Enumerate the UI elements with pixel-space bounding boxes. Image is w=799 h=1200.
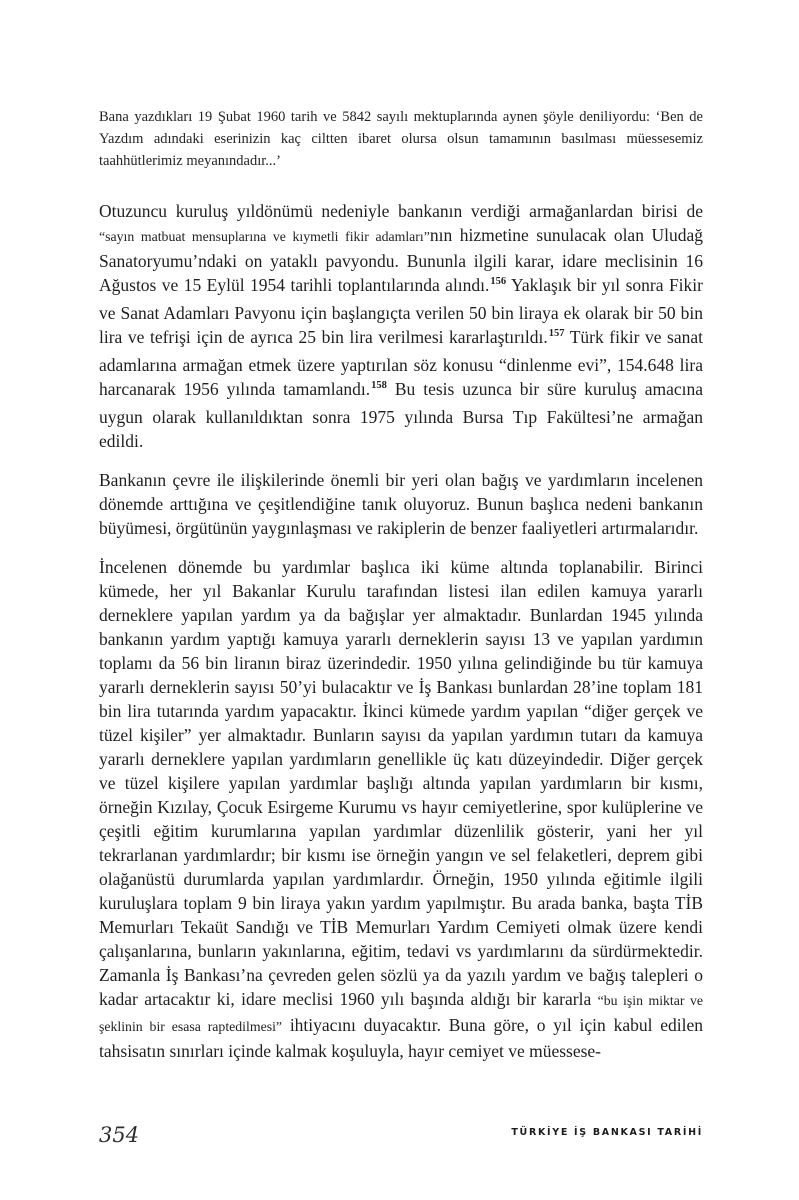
text-segment: İncelenen dönemde bu yardımlar başlıca iki küme altında toplanabilir. Birinci kümede, her yıl Bakanlar Kurulu tarafından listesi ilan edilen kamuya yararlı derneklere yapılan yardım ya da bağışlar yer almaktadır. Bunlardan 1945 yılında bankanın yardım yaptığı kamuya yararlı derneklerin sayısı 13 ve yapılan yardımın toplamı da 56 bin liranın biraz üzerindedir. 1950 yılına gelindiğinde bu tür kamuya yararlı derneklerin sayısı 50’yi bulacaktır ve İş Bankası bunlardan 28’ine toplam 181 bin lira tutarında yardım yapacaktır. İkinci kümede yardım yapılan “diğer gerçek ve tüzel kişiler” yer almaktadır. Bunların sayısı da yapılan yardımın tutarı da kamuya yararlı derneklere yapılan yardımların genellikle üç katı düzeyindedir. Diğer gerçek ve tüzel kişilere yapılan yardımlar başlığı altında yapılan yardımların bir kısmı, örneğin Kızılay, Çocuk Esirgeme Kurumu vs hayır cemiyetlerine, spor kulüplerine ve çeşitli eğitim kurumlarına yapılan yardımlar düzenlilik gösterir, yani her yıl tekrarlanan yardımlardır; bir kısmı ise örneğin yangın ve sel felaketleri, deprem gibi olağanüstü durumlarda yapılan yardımlardır. Örneğin, 1950 yılında eğitimle ilgili kuruluşlara toplam 9 bin liraya yakın yardım yapılmıştır. Bu arada banka, başta TİB Memurları Tekaüt Sandığı ve TİB Memurları Yardım Cemiyeti olmak üzere kendi çalışanlarına, bunların yakınlarına, eğitim, tedavi vs yardımlarını da sürdürmektedir. Zamanla İş Bankası’na çevreden gelen sözlü ya da yazılı yardım ve bağış talepleri o kadar artacaktır ki, idare meclisi 1960 yılı başında aldığı bir kararla (99, 557, 703, 1009)
quote-paragraph: Bana yazdıkları 19 Şubat 1960 tarih ve 5842 sayılı mektuplarında aynen şöyle deniliyordu: ‘Ben de Yazdım adındaki eserinizin kaç ciltten ibaret olursa olsun tamamının basılması müessesemiz taahhütlerimiz meyanındadır...’ (99, 109, 703, 169)
text-segment: nın hizmetine sunulacak olan Uludağ Sanatoryumu’ndaki on yataklı pavyondu. Bununla ilgili karar, idare meclisinin 16 Ağustos ve 15 Eylül 1954 tarihli toplantılarında alındı. (99, 225, 704, 295)
body-paragraph (99, 199, 703, 453)
text-segment: Yaklaşık bir yıl sonra Fikir ve Sanat Adamları Pavyonu için başlangıçta verilen 50 bin liraya ek olarak bir 50 bin lira ve tefrişi için de ayrıca 25 bin lira verilmesi kararlaştırıldı. (99, 275, 703, 347)
text-segment: Bu tesis uzunca bir süre kuruluş amacına uygun olarak kullanıldıktan sonra 1975 yılında Bursa Tıp Fakültesi’ne armağan edildi. (99, 379, 703, 451)
running-title: TÜRKİYE İŞ BANKASI TARİHİ (511, 1127, 703, 1138)
body-paragraph (99, 468, 703, 540)
page-number: 354 (99, 1123, 140, 1147)
footnote-ref: 157 (548, 328, 565, 339)
footnote-ref: 156 (490, 276, 507, 287)
text-segment: “sayın matbuat mensuplarına ve kıymetli fikir adamları” (99, 229, 430, 244)
text-segment: “bu işin miktar ve şeklinin bir esasa raptedilmesi” (99, 993, 703, 1034)
text-segment: Türk fikir ve sanat adamlarına armağan etmek üzere yaptırılan söz konusu “dinlenme evi”, 154.648 lira harcanarak 1956 yılında tamamlandı. (99, 327, 703, 399)
body-paragraph (99, 555, 703, 1063)
footnote-ref: 158 (371, 380, 387, 391)
text-segment: Otuzuncu kuruluş yıldönümü nedeniyle bankanın verdiği armağanlardan birisi de (99, 201, 703, 221)
page-footer (99, 1106, 703, 1146)
text-block (99, 106, 703, 1063)
text-segment: ihtiyacını duyacaktır. Buna göre, o yıl için kabul edilen tahsisatın sınırları içinde kalmak koşuluyla, hayır cemiyet ve müessese- (99, 1015, 703, 1061)
text-segment: Bankanın çevre ile ilişkilerinde önemli bir yeri olan bağış ve yardımların incelenen dönemde arttığına ve çeşitlendiğine tanık oluyoruz. Bunun başlıca nedeni bankanın büyümesi, örgütünün yaygınlaşması ve rakiplerin de benzer faaliyetleri artırmalarıdır. (99, 470, 703, 538)
